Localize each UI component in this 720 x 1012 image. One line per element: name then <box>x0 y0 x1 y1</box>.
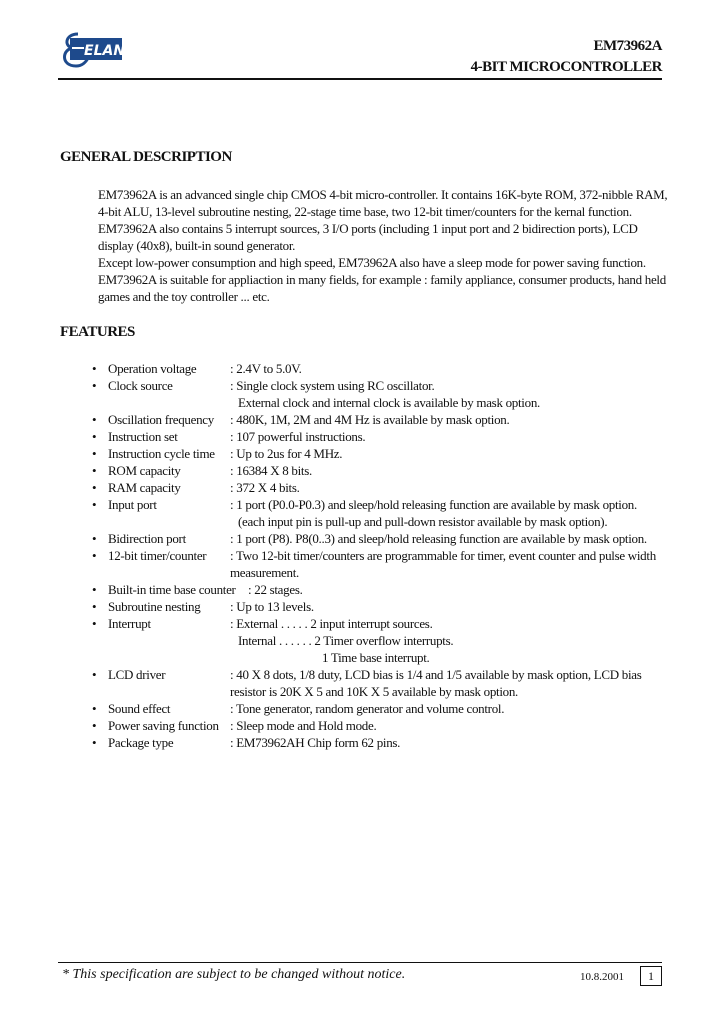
feature-value: : Tone generator, random generator and volume control. <box>230 701 505 716</box>
feature-label: Input port <box>108 497 157 512</box>
bullet-icon: • <box>92 412 97 427</box>
features-heading: FEATURES <box>60 324 135 340</box>
bullet-icon: • <box>92 463 97 478</box>
bullet-icon: • <box>92 531 97 546</box>
feature-value: : Two 12-bit timer/counters are programmable for timer, event counter and pulse width measurement. <box>230 548 656 580</box>
bullet-icon: • <box>92 497 97 512</box>
bullet-icon: • <box>92 735 97 750</box>
feature-value: (each input pin is pull-up and pull-down resistor available by mask option). <box>238 514 608 529</box>
bullet-icon: • <box>92 616 97 631</box>
feature-input-port <box>92 496 672 530</box>
feature-subroutine-nesting <box>92 598 672 615</box>
feature-power-saving <box>92 717 672 734</box>
bullet-icon: • <box>92 429 97 444</box>
feature-value: : Sleep mode and Hold mode. <box>230 718 377 733</box>
feature-value: : 2.4V to 5.0V. <box>230 361 302 376</box>
feature-label: Power saving function <box>108 718 219 733</box>
description-paragraph: Except low-power consumption and high speed, EM73962A also have a sleep mode for power saving function. <box>98 255 646 270</box>
feature-value: : 1 port (P8). P8(0..3) and sleep/hold releasing function are available by mask option. <box>230 531 647 546</box>
bullet-icon: • <box>92 718 97 733</box>
feature-rom-capacity <box>92 462 672 479</box>
bullet-icon: • <box>92 446 97 461</box>
feature-label: Built-in time base counter <box>108 582 236 597</box>
feature-sound-effect <box>92 700 672 717</box>
feature-label: Operation voltage <box>108 361 197 376</box>
feature-value: Internal . . . . . . 2 Timer overflow interrupts. <box>238 633 454 648</box>
feature-time-base-counter <box>92 581 672 598</box>
header-divider <box>58 78 662 80</box>
feature-value: : 1 port (P0.0-P0.3) and sleep/hold releasing function are available by mask option. <box>230 497 637 512</box>
footer-date: 10.8.2001 <box>580 971 624 983</box>
feature-timer-counter <box>92 547 672 581</box>
feature-value: : External . . . . . 2 input interrupt sources. <box>230 616 433 631</box>
description-paragraph: EM73962A is suitable for appliaction in many fields, for example : family appliance, consumer products, hand held games and the toy controller ... etc. <box>98 272 666 304</box>
features-list <box>92 360 672 751</box>
feature-operation-voltage <box>92 360 672 377</box>
feature-value: External clock and internal clock is available by mask option. <box>238 395 540 410</box>
bullet-icon: • <box>92 701 97 716</box>
feature-label: LCD driver <box>108 667 166 682</box>
feature-label: RAM capacity <box>108 480 181 495</box>
description-paragraph: EM73962A is an advanced single chip CMOS 4-bit micro-controller. It contains 16K-byte ROM, 372-nibble RAM, 4-bit ALU, 13-level subroutine nesting, 22-stage time base, two 12-bit timer/counters for the kernal function. EM73962A also contains 5 interrupt sources, 3 I/O ports (including 1 input port and 2 bidirection ports), LCD display (40x8), built-in sound generator. <box>98 187 668 253</box>
feature-value: : Up to 13 levels. <box>230 599 314 614</box>
general-description-heading: GENERAL DESCRIPTION <box>60 149 232 165</box>
footer-divider <box>58 962 662 963</box>
document-subtitle: 4-BIT MICROCONTROLLER <box>470 59 662 75</box>
feature-value: : Single clock system using RC oscillator. <box>230 378 435 393</box>
bullet-icon: • <box>92 480 97 495</box>
feature-label: ROM capacity <box>108 463 181 478</box>
feature-label: 12-bit timer/counter <box>108 548 207 563</box>
feature-value: : Up to 2us for 4 MHz. <box>230 446 343 461</box>
feature-label: Oscillation frequency <box>108 412 214 427</box>
bullet-icon: • <box>92 582 97 597</box>
feature-label: Interrupt <box>108 616 151 631</box>
feature-lcd-driver <box>92 666 672 700</box>
feature-interrupt <box>92 615 672 666</box>
general-description-body <box>98 186 668 305</box>
feature-label: Subroutine nesting <box>108 599 201 614</box>
feature-value: : 16384 X 8 bits. <box>230 463 312 478</box>
feature-oscillation-frequency <box>92 411 672 428</box>
feature-label: Instruction cycle time <box>108 446 215 461</box>
bullet-icon: • <box>92 667 97 682</box>
feature-label: Bidirection port <box>108 531 186 546</box>
feature-value: 1 Time base interrupt. <box>322 650 430 665</box>
bullet-icon: • <box>92 599 97 614</box>
bullet-icon: • <box>92 361 97 376</box>
feature-value: : EM73962AH Chip form 62 pins. <box>230 735 401 750</box>
feature-label: Package type <box>108 735 174 750</box>
elan-logo <box>58 28 124 70</box>
bullet-icon: • <box>92 378 97 393</box>
bullet-icon: • <box>92 548 97 563</box>
feature-value: : 372 X 4 bits. <box>230 480 300 495</box>
feature-instruction-cycle-time <box>92 445 672 462</box>
model-number: EM73962A <box>593 38 662 54</box>
feature-instruction-set <box>92 428 672 445</box>
footer-notice: * This specification are subject to be changed without notice. <box>62 967 406 982</box>
page-number: 1 <box>640 966 662 986</box>
feature-value: : 107 powerful instructions. <box>230 429 366 444</box>
feature-label: Instruction set <box>108 429 178 444</box>
feature-package-type <box>92 734 672 751</box>
feature-value: : 480K, 1M, 2M and 4M Hz is available by mask option. <box>230 412 510 427</box>
feature-clock-source <box>92 377 672 411</box>
feature-value: : 22 stages. <box>248 582 303 597</box>
feature-label: Clock source <box>108 378 173 393</box>
logo-text: ELAN <box>84 43 124 59</box>
feature-label: Sound effect <box>108 701 171 716</box>
feature-value: : 40 X 8 dots, 1/8 duty, LCD bias is 1/4 and 1/5 available by mask option, LCD bias resistor is 20K X 5 and 10K X 5 available by mask option. <box>230 667 642 699</box>
feature-bidirection-port <box>92 530 672 547</box>
feature-ram-capacity <box>92 479 672 496</box>
